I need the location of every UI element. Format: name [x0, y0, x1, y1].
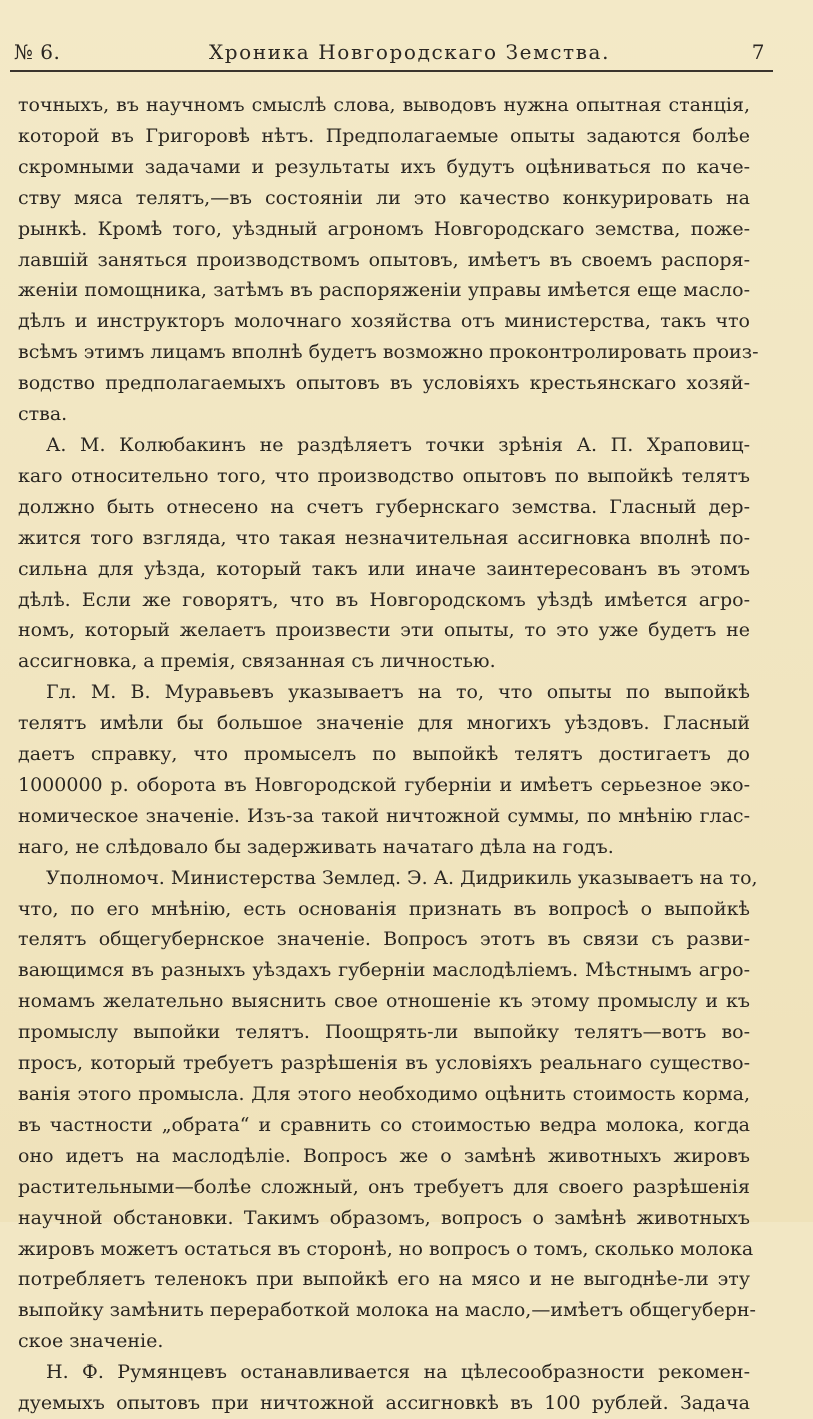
- text-line: даетъ справку, что промыселъ по выпойкѣ телятъ достигаетъ до: [18, 743, 750, 766]
- text-line: должно быть отнесено на счетъ губернскаго земства. Гласный дер-: [18, 495, 750, 518]
- text-line: номическое значеніе. Изъ-за такой ничтожной суммы, по мнѣнію глас-: [18, 804, 750, 827]
- text-line: водство предполагаемыхъ опытовъ въ условіяхъ крестьянскаго хозяй-: [18, 372, 750, 395]
- text-line: Уполномоч. Министерства Землед. Э. А. Дидрикиль указываетъ на то,: [46, 866, 758, 889]
- text-line: растительными—болѣе сложный, онъ требуетъ для своего разрѣшенія: [18, 1175, 750, 1198]
- text-line: Н. Ф. Румянцевъ останавливается на цѣлесообразности рекомен-: [46, 1361, 750, 1384]
- page-number: 7: [751, 40, 765, 64]
- header-rule: [10, 70, 773, 72]
- text-line: сильна для уѣзда, который такъ или иначе заинтересованъ въ этомъ: [18, 557, 750, 580]
- text-line: что, по его мнѣнію, есть основанія признать въ вопросѣ о выпойкѣ: [18, 897, 750, 920]
- text-line: всѣмъ этимъ лицамъ вполнѣ будетъ возможно проконтролировать произ-: [18, 341, 759, 364]
- text-line: въ частности „обрата“ и сравнить со стоимостью ведра молока, когда: [18, 1113, 750, 1136]
- text-line: точныхъ, въ научномъ смыслѣ слова, выводовъ нужна опытная станція,: [18, 94, 750, 116]
- text-line: номамъ желательно выяснить свое отношеніе къ этому промыслу и къ: [18, 990, 750, 1013]
- text-line: ванія этого промысла. Для этого необходимо оцѣнить стоимость корма,: [18, 1083, 750, 1105]
- text-line: дѣлъ и инструкторъ молочнаго хозяйства отъ министерства, такъ что: [18, 310, 750, 333]
- text-line: дѣлѣ. Если же говорятъ, что въ Новгородскомъ уѣздѣ имѣется агро-: [18, 588, 750, 611]
- journal-title: Хроника Новгородскаго Земства.: [208, 40, 611, 64]
- text-line: наго, не слѣдовало бы задерживать начатаго дѣла на годъ.: [18, 835, 614, 858]
- text-line: ассигновка, а премія, связанная съ личностью.: [18, 650, 496, 673]
- text-line: каго относительно того, что производство опытовъ по выпойкѣ телятъ: [18, 464, 750, 487]
- text-line: оно идетъ на маслодѣліе. Вопросъ же о замѣнѣ животныхъ жировъ: [18, 1144, 750, 1167]
- text-line: ства.: [18, 403, 68, 426]
- text-line: ству мяса телятъ,—въ состояніи ли это качество конкурировать на: [18, 186, 750, 209]
- text-line: ское значеніе.: [18, 1330, 164, 1353]
- text-line: дуемыхъ опытовъ при ничтожной ассигновкѣ въ 100 рублей. Задача: [18, 1392, 750, 1415]
- text-line: жировъ можетъ остаться въ сторонѣ, но вопросъ о томъ, сколько молока: [18, 1237, 754, 1260]
- running-header: [14, 40, 765, 64]
- body-text: [18, 90, 759, 1419]
- text-line: Гл. М. В. Муравьевъ указываетъ на то, что опыты по выпойкѣ: [46, 681, 750, 704]
- issue-number: № 6.: [14, 40, 61, 64]
- text-line: А. М. Колюбакинъ не раздѣляетъ точки зрѣнія А. П. Храповиц-: [46, 433, 750, 456]
- text-line: вающимся въ разныхъ уѣздахъ губерніи маслодѣліемъ. Мѣстнымъ агро-: [18, 959, 750, 982]
- text-line: скромными задачами и результаты ихъ будутъ оцѣниваться по каче-: [18, 155, 750, 178]
- text-line: научной обстановки. Такимъ образомъ, вопросъ о замѣнѣ животныхъ: [18, 1206, 750, 1229]
- text-line: рынкѣ. Кромѣ того, уѣздный агрономъ Новгородскаго земства, поже-: [18, 217, 750, 240]
- text-line: выпойку замѣнить переработкой молока на масло,—имѣетъ общегуберн-: [18, 1299, 756, 1322]
- text-line: жится того взгляда, что такая незначительная ассигновка вполнѣ по-: [18, 526, 750, 549]
- text-line: женіи помощника, затѣмъ въ распоряженіи управы имѣется еще масло-: [18, 279, 750, 302]
- text-line: 1000000 р. оборота въ Новгородской губерніи и имѣетъ серьезное эко-: [18, 773, 750, 796]
- text-line: промыслу выпойки телятъ. Поощрять-ли выпойку телятъ—вотъ во-: [18, 1021, 750, 1044]
- text-line: которой въ Григоровѣ нѣтъ. Предполагаемые опыты задаются болѣе: [18, 124, 750, 147]
- text-line: телятъ имѣли бы большое значеніе для многихъ уѣздовъ. Гласный: [18, 712, 750, 735]
- text-line: потребляетъ теленокъ при выпойкѣ его на мясо и не выгоднѣе-ли эту: [18, 1268, 750, 1291]
- text-line: просъ, который требуетъ разрѣшенія въ условіяхъ реальнаго существо-: [18, 1052, 750, 1075]
- text-line: номъ, который желаетъ произвести эти опыты, то это уже будетъ не: [18, 619, 750, 642]
- text-line: лавшій заняться производствомъ опытовъ, имѣетъ въ своемъ распоря-: [18, 248, 750, 271]
- text-line: телятъ общегубернское значеніе. Вопросъ этотъ въ связи съ разви-: [18, 928, 750, 951]
